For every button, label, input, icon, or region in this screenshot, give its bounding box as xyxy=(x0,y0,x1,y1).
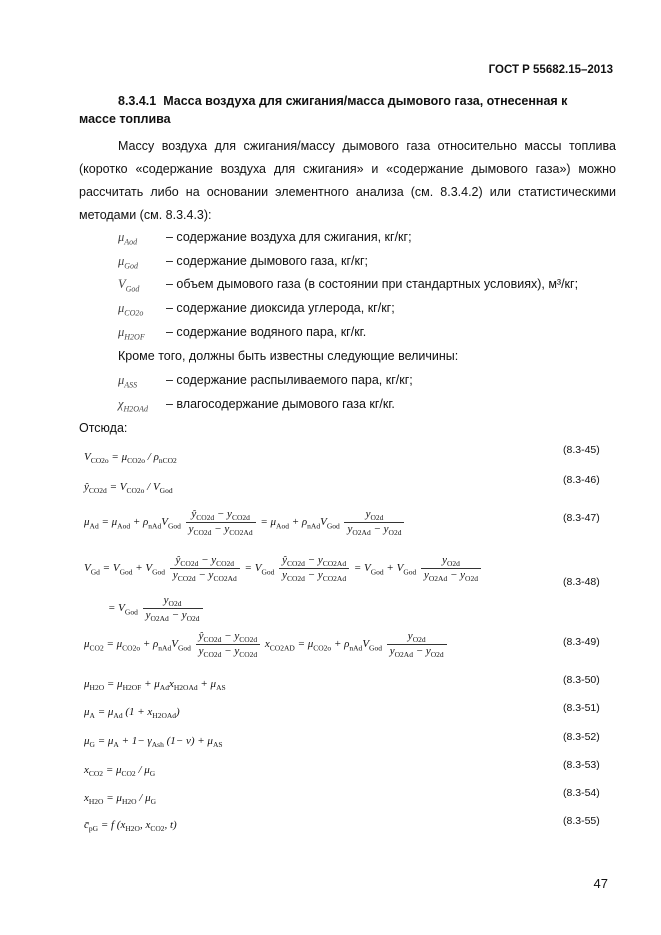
equation-number: (8.3-47) xyxy=(563,512,600,524)
equation-45: $V_{CO2o} = \mu_{CO2o} / \rho_{nCO2}$ xyxy=(84,451,177,466)
equation-number: (8.3-51) xyxy=(563,702,600,714)
equation-50: $\mu_{H2O} = \mu_{H2OF} + \mu_{Ad}x_{H2OAd} + \mu_{AS}$ xyxy=(84,678,226,693)
equation-52: $\mu_G = \mu_A + 1- \gamma_{Ash}$ $(1- \nu) + \mu_{AS}$ xyxy=(84,735,223,750)
definition-text: – содержание диоксида углерода, кг/кг; xyxy=(166,301,395,315)
hence-text: Отсюда: xyxy=(79,421,128,435)
section-heading xyxy=(118,90,608,112)
section-title-line2: массе топлива xyxy=(79,112,171,126)
section-title-line1: Масса воздуха для сжигания/масса дымового газа, отнесенная к xyxy=(163,94,568,108)
standard-header: ГОСТ Р 55682.15–2013 xyxy=(488,64,613,76)
equation-number: (8.3-53) xyxy=(563,759,600,771)
equation-48-cont: = $V_{God}$ $\frac{y_{O2d}}{y_{O2Ad} - y_{O2d}}$ xyxy=(108,594,205,623)
definition-item xyxy=(118,397,395,414)
equation-46: $ŷ_{CO2d} = V_{CO2o} / V_{God}$ xyxy=(84,481,173,496)
definition-text: – влагосодержание дымового газа кг/кг. xyxy=(166,397,395,411)
equation-number: (8.3-52) xyxy=(563,731,600,743)
equation-number: (8.3-46) xyxy=(563,474,600,486)
page-number: 47 xyxy=(593,876,608,891)
definition-text: – содержание водяного пара, кг/кг. xyxy=(166,325,367,339)
definition-symbol: $\mu_{Aod}$ xyxy=(118,230,138,247)
definition-text: – содержание распыливаемого пара, кг/кг; xyxy=(166,373,413,387)
equation-number: (8.3-49) xyxy=(563,636,600,648)
equation-53: $x_{CO2} = \mu_{CO2} / \mu_G$ xyxy=(84,764,156,779)
equation-number: (8.3-50) xyxy=(563,674,600,686)
definition-item xyxy=(118,277,578,294)
equation-55: $c̄_{pG} = f$ ($x_{H2O}$, $x_{CO2}$, t) xyxy=(84,819,177,834)
equation-number: (8.3-55) xyxy=(563,815,600,827)
definition-item xyxy=(118,373,413,390)
definition-text: – объем дымового газа (в состоянии при стандартных условиях), м³/кг; xyxy=(166,277,579,291)
equation-49: $\mu_{CO2} = \mu_{CO2o} + \rho_{nAd}V_{God}$ $\frac{ŷ_{CO2d} - y_{CO2d}}{y_{CO2d} - y_{CO2d}}$ $x_{CO2AD} = \mu_{CO2o} + \rho_{nAd}V_{God}$ $\frac{y_{O2d}}{y_{O2Ad} - y_{O2d}}$ xyxy=(84,630,449,659)
definition-item xyxy=(118,230,412,247)
definition-symbol: $V_{God}$ xyxy=(118,277,140,294)
equation-54: $x_{H2O} = \mu_{H2O} / \mu_G$ xyxy=(84,792,157,807)
definition-item xyxy=(118,301,395,318)
section-number: 8.3.4.1 xyxy=(118,94,157,108)
equation-number: (8.3-48) xyxy=(563,576,600,588)
definition-symbol: $\mu_{CO2o}$ xyxy=(118,301,144,318)
equation-number: (8.3-45) xyxy=(563,444,600,456)
definition-symbol: $\chi_{H2OAd}$ xyxy=(118,397,148,414)
definition-text: – содержание дымового газа, кг/кг; xyxy=(166,254,369,268)
definition-symbol: $\mu_{God}$ xyxy=(118,254,139,271)
definition-item xyxy=(118,254,368,271)
definition-text: – содержание воздуха для сжигания, кг/кг; xyxy=(166,230,412,244)
equation-47: $\mu_{Ad} = \mu_{Aod} + \rho_{nAd}V_{God}$ $\frac{ŷ_{CO2d} - y_{CO2d}}{y_{CO2d} - y_{CO2Ad}}$ = $\mu_{Aod} + \rho_{nAd}V_{God}$ $\frac{y_{O2d}}{y_{O2Ad} - y_{O2d}}$ xyxy=(84,508,406,537)
also-known-text: Кроме того, должны быть известны следующие величины: xyxy=(118,349,459,363)
equation-number: (8.3-54) xyxy=(563,787,600,799)
equation-48: $V_{Gd} = V_{God} + V_{God}$ $\frac{ŷ_{CO2d} - y_{CO2d}}{y_{CO2d} - y_{CO2Ad}}$ = $V_{God}$ $\frac{ŷ_{CO2d} - y_{CO2Ad}}{y_{CO2d} - y_{CO2Ad}}$ = $V_{God} + V_{God}$ $\frac{y_{O2d}}{y_{O2Ad} - y_{O2d}}$ xyxy=(84,554,483,583)
intro-paragraph: Массу воздуха для сжигания/массу дымового газа относительно массы топлива (коротко «содержание воздуха для сжигания» и «содержание дымового газа») можно рассчитать либо на основании элементного анализа (см. 8.3.4.2) или статистическими методами (см. 8.3.4.3): xyxy=(79,139,616,222)
definition-symbol: $\mu_{ASS}$ xyxy=(118,373,138,390)
definition-symbol: $\mu_{H2OF}$ xyxy=(118,325,145,342)
definition-item xyxy=(118,325,366,342)
equation-51: $\mu_A = \mu_{Ad}$ $(1 + x_{H2OAd})$ xyxy=(84,706,180,721)
